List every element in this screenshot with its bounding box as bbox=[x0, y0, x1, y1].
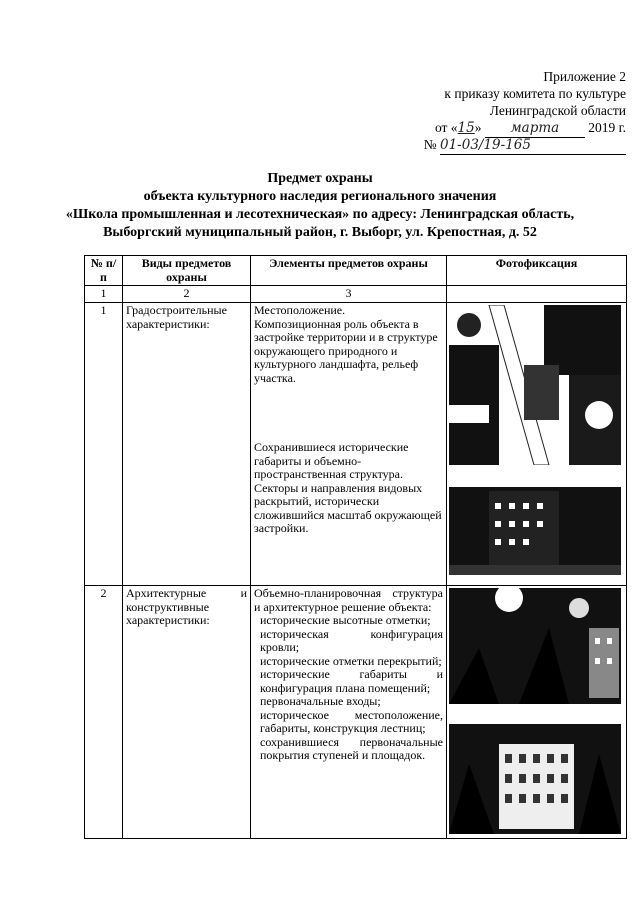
order-number: № 01-03/19-165 bbox=[424, 136, 626, 155]
col-header-elements: Элементы предметов охраны bbox=[251, 256, 447, 286]
table-row bbox=[85, 303, 627, 586]
list-item: сохранившиеся первоначальные покрытия ступеней и площадок. bbox=[260, 734, 443, 762]
row-photos bbox=[447, 586, 627, 839]
col-header-kind: Виды предметов охраны bbox=[123, 256, 251, 286]
order-date: от «15» марта 2019 г. bbox=[434, 120, 626, 136]
date-day: 15 bbox=[457, 120, 475, 136]
subtitle-line-1: объекта культурного наследия регионального значения bbox=[143, 189, 497, 204]
subtitle-line-3: Выборгский муниципальный район, г. Выборг, ул. Крепостная, д. 52 bbox=[103, 225, 537, 240]
protection-table bbox=[84, 255, 627, 839]
col-number: 1 bbox=[85, 286, 123, 303]
list-item: исторические высотные отметки; bbox=[260, 613, 431, 627]
subtitle-line-2: «Школа промышленная и лесотехническая» по адресу: Ленинградская область, bbox=[65, 207, 575, 222]
list-item: исторические отметки перекрытий; bbox=[260, 653, 442, 668]
col-header-number: № п/п bbox=[85, 256, 123, 286]
appendix-label: Приложение 2 bbox=[543, 69, 626, 84]
trees-photo bbox=[449, 588, 621, 704]
col-number: 2 bbox=[123, 286, 251, 303]
page-title: Предмет охраны bbox=[267, 171, 373, 186]
col-number: 3 bbox=[251, 286, 447, 303]
list-item: первоначальные входы; bbox=[260, 694, 381, 708]
col-number bbox=[447, 286, 627, 303]
date-month: марта bbox=[485, 120, 585, 138]
row-elements: Объемно-планировочная структура и архитектурное решение объекта: исторические высотные отметки; историческая конфигурация кровли; исторические отметки перекрытий; исторические габариты и конфигурация плана помещений; первоначальные входы; историческое местоположение, габариты, конструкция лестниц; сохранившиеся первоначальные покрытия ступеней и площадок. bbox=[251, 586, 447, 839]
order-reference: к приказу комитета по культуре bbox=[444, 86, 626, 101]
row-number: 2 bbox=[85, 586, 123, 839]
list-item: исторические габариты и конфигурация плана помещений; bbox=[260, 667, 443, 695]
row-kind: Градостроительные характеристики: bbox=[123, 303, 251, 586]
aerial-photo bbox=[449, 305, 621, 465]
list-item: историческая конфигурация кровли; bbox=[260, 626, 443, 654]
table-row bbox=[85, 586, 627, 839]
building-photo bbox=[449, 477, 621, 575]
row-elements: Местоположение. Композиционная роль объекта в застройке территории и в структуре окружающего природного и культурного ландшафта, рельеф участка. Сохранившиеся исторические габариты и объемно-пространственная структура. Секторы и направления видовых раскрытий, исторически сложившийся масштаб окружающей застройки. bbox=[251, 303, 447, 586]
column-number-row bbox=[85, 286, 627, 303]
row-photos bbox=[447, 303, 627, 586]
region-name: Ленинградской области bbox=[489, 103, 626, 118]
list-item: историческое местоположение, габариты, конструкция лестниц; bbox=[260, 707, 443, 735]
facade-photo bbox=[449, 724, 621, 834]
table-header-row bbox=[85, 256, 627, 286]
order-number-value: 01-03/19-165 bbox=[440, 137, 626, 155]
row-kind: Архитектурные и конструктивные характеристики: bbox=[123, 586, 251, 839]
col-header-photo: Фотофиксация bbox=[447, 256, 627, 286]
row-number: 1 bbox=[85, 303, 123, 586]
